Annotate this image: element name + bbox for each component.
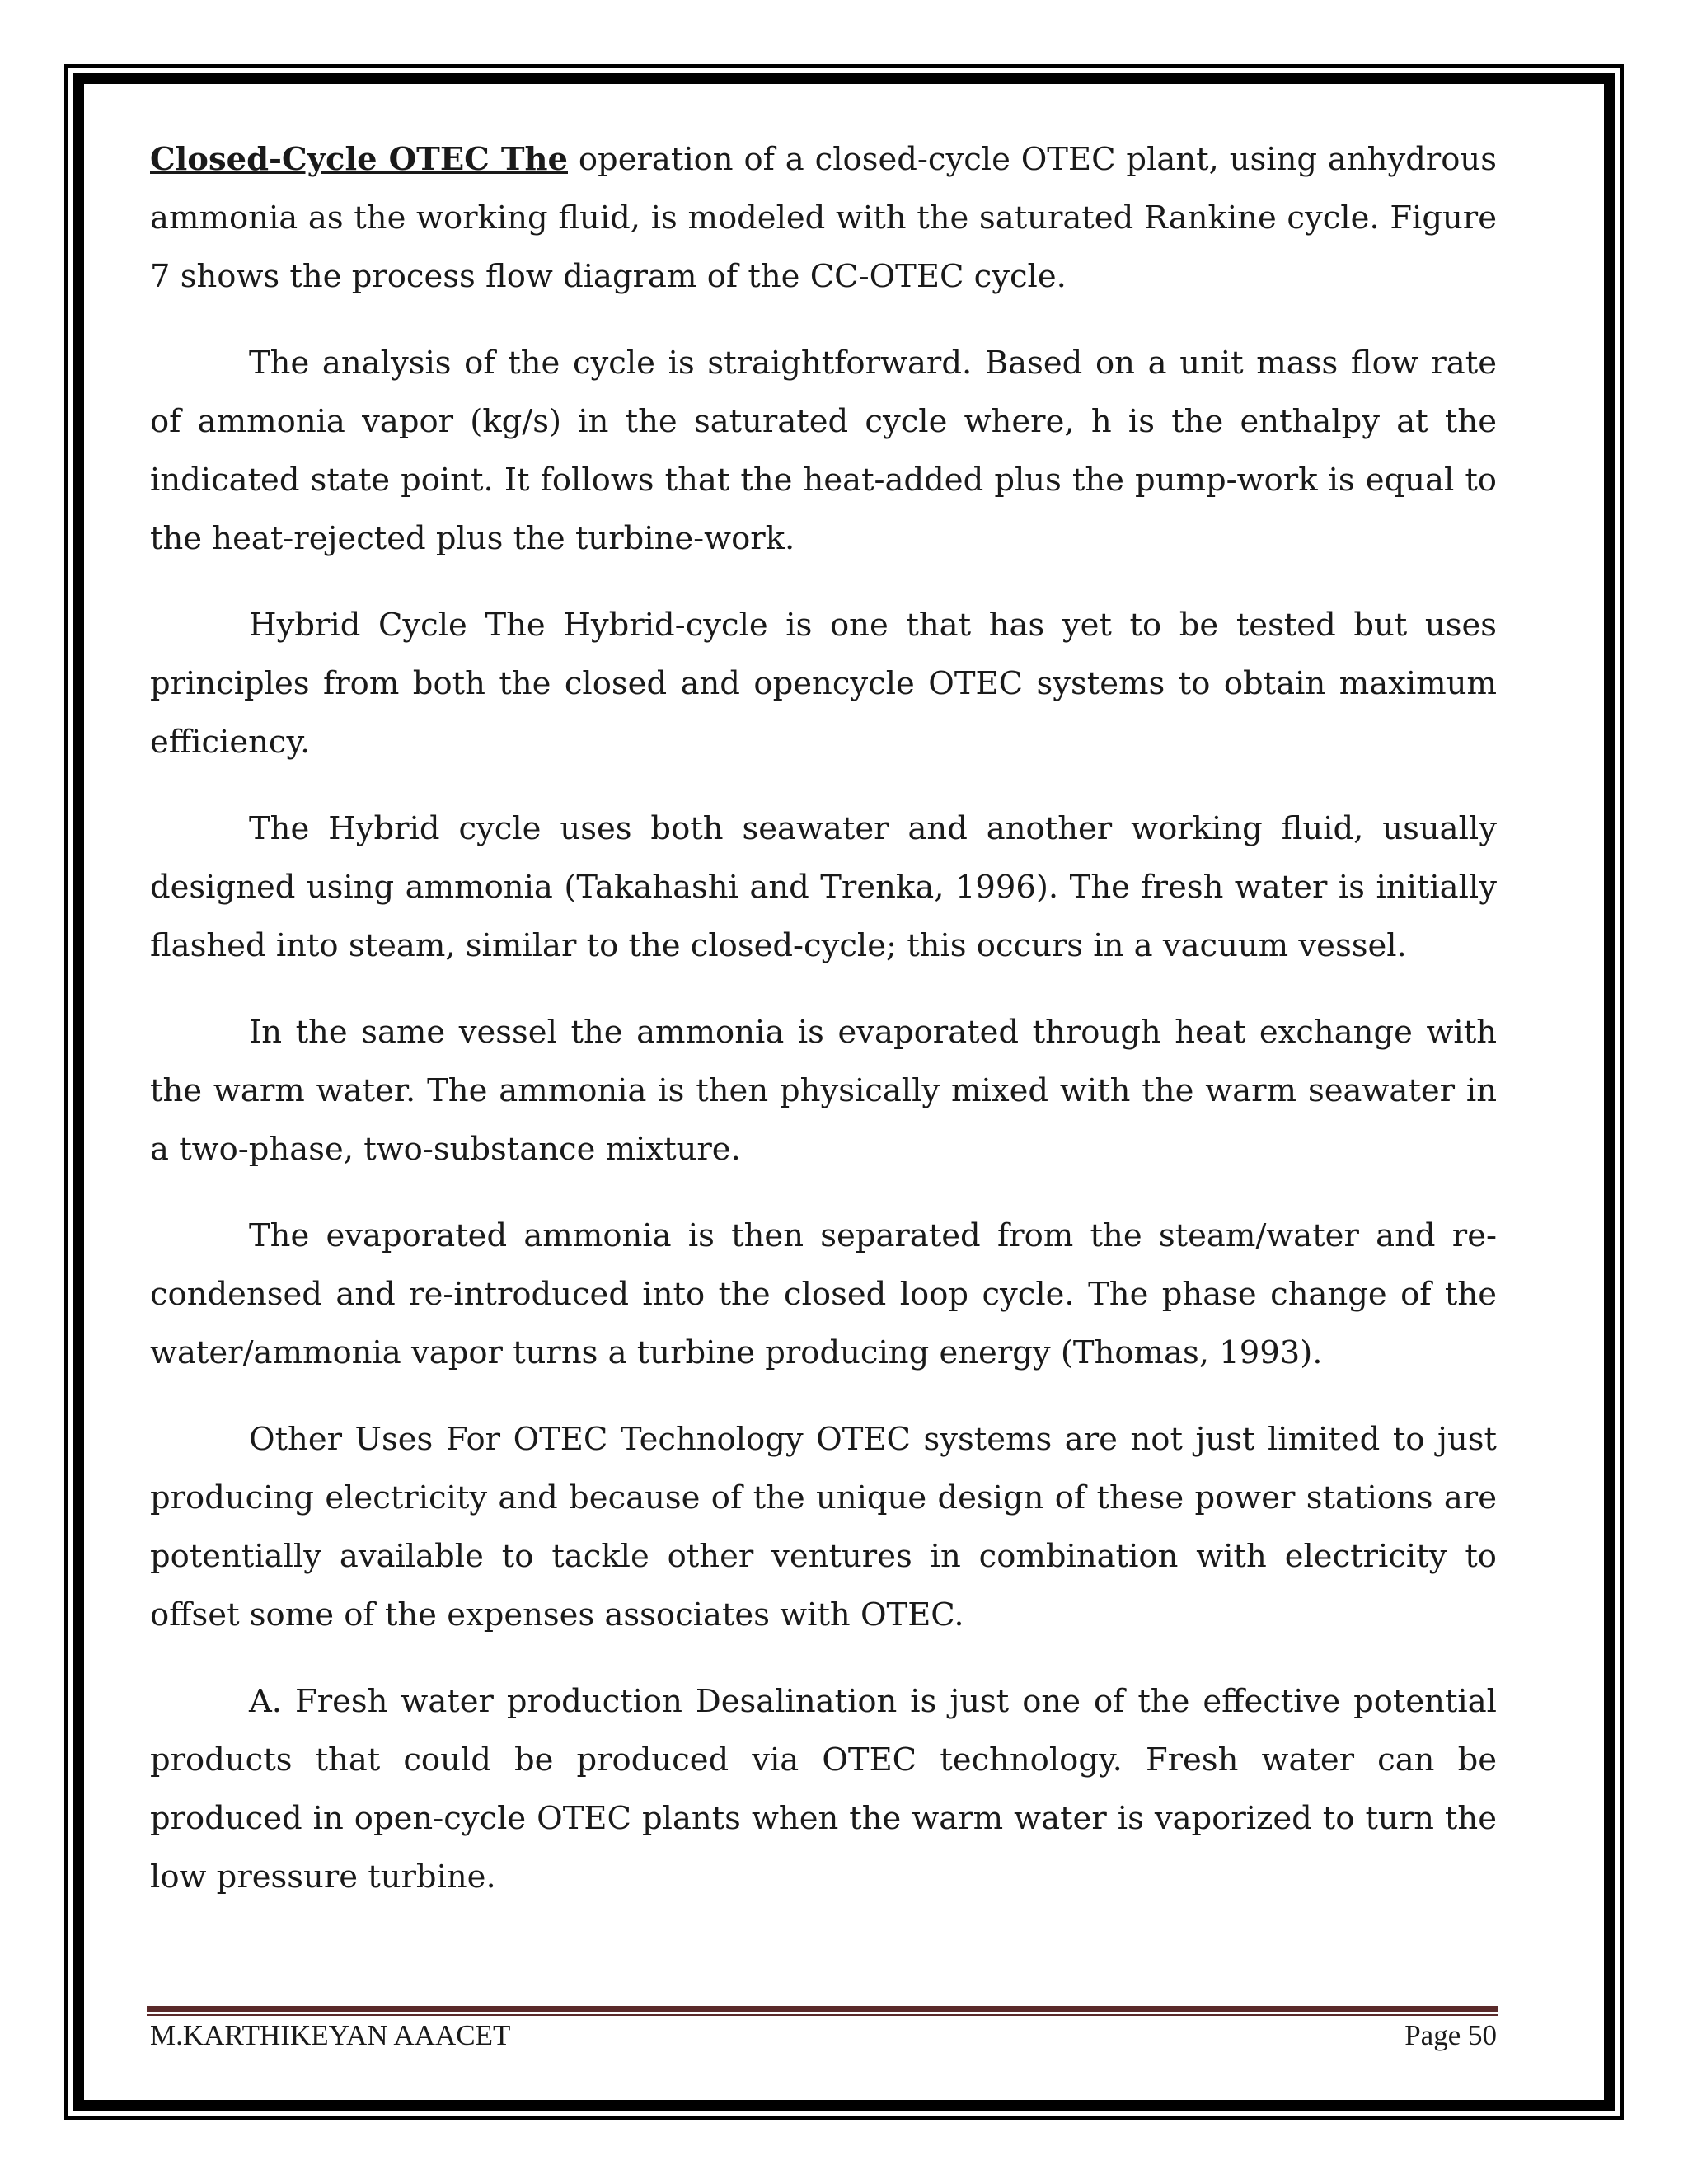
footer-author: M.KARTHIKEYAN AAACET: [150, 2019, 511, 2051]
paragraph-cycle-analysis: The analysis of the cycle is straightforward. Based on a unit mass flow rate of ammonia vapor (kg/s) in the saturated cycle where, h is the enthalpy at the indicated state point. It follows that the heat-added plus the pump-work is equal to the heat-rejected plus the turbine-work.: [150, 344, 1497, 557]
paragraph-ammonia-separation: The evaporated ammonia is then separated from the steam/water and re-condensed and re-introduced into the closed loop cycle. The phase change of the water/ammonia vapor turns a turbine producing energy (Thomas, 1993).: [150, 1217, 1497, 1371]
page-number: Page 50: [1404, 2019, 1497, 2051]
page-footer: [150, 2019, 1497, 2060]
paragraph-closed-cycle-text: operation of a closed-cycle OTEC plant, using anhydrous ammonia as the working fluid, is modeled with the saturated Rankine cycle. Figure 7 shows the process flow diagram of the CC-OTEC cycle.: [150, 141, 1497, 295]
footer-rule: [147, 2006, 1498, 2012]
paragraph-ammonia-evaporation: In the same vessel the ammonia is evaporated through heat exchange with the warm water. The ammonia is then physically mixed with the warm seawater in a two-phase, two-substance mixture.: [150, 1014, 1497, 1168]
document-body: [150, 130, 1497, 1934]
section-heading-closed-cycle: Closed-Cycle OTEC The: [150, 141, 568, 178]
paragraph-hybrid-cycle: Hybrid Cycle The Hybrid-cycle is one that has yet to be tested but uses principles from both the closed and opencycle OTEC systems to obtain maximum efficiency.: [150, 607, 1497, 761]
footer-rule-thin: [147, 2014, 1498, 2016]
paragraph-fresh-water: A. Fresh water production Desalination is just one of the effective potential products that could be produced via OTEC technology. Fresh water can be produced in open-cycle OTEC plants when the warm water is vaporized to turn the low pressure turbine.: [150, 1683, 1497, 1896]
paragraph-other-uses: Other Uses For OTEC Technology OTEC systems are not just limited to just producing electricity and because of the unique design of these power stations are potentially available to tackle other ventures in combination with electricity to offset some of the expenses associates with OTEC.: [150, 1421, 1497, 1633]
paragraph-closed-cycle: [150, 130, 1497, 306]
paragraph-hybrid-fluids: The Hybrid cycle uses both seawater and another working fluid, usually designed using ammonia (Takahashi and Trenka, 1996). The fresh water is initially flashed into steam, similar to the closed-cycle; this occurs in a vacuum vessel.: [150, 810, 1497, 964]
